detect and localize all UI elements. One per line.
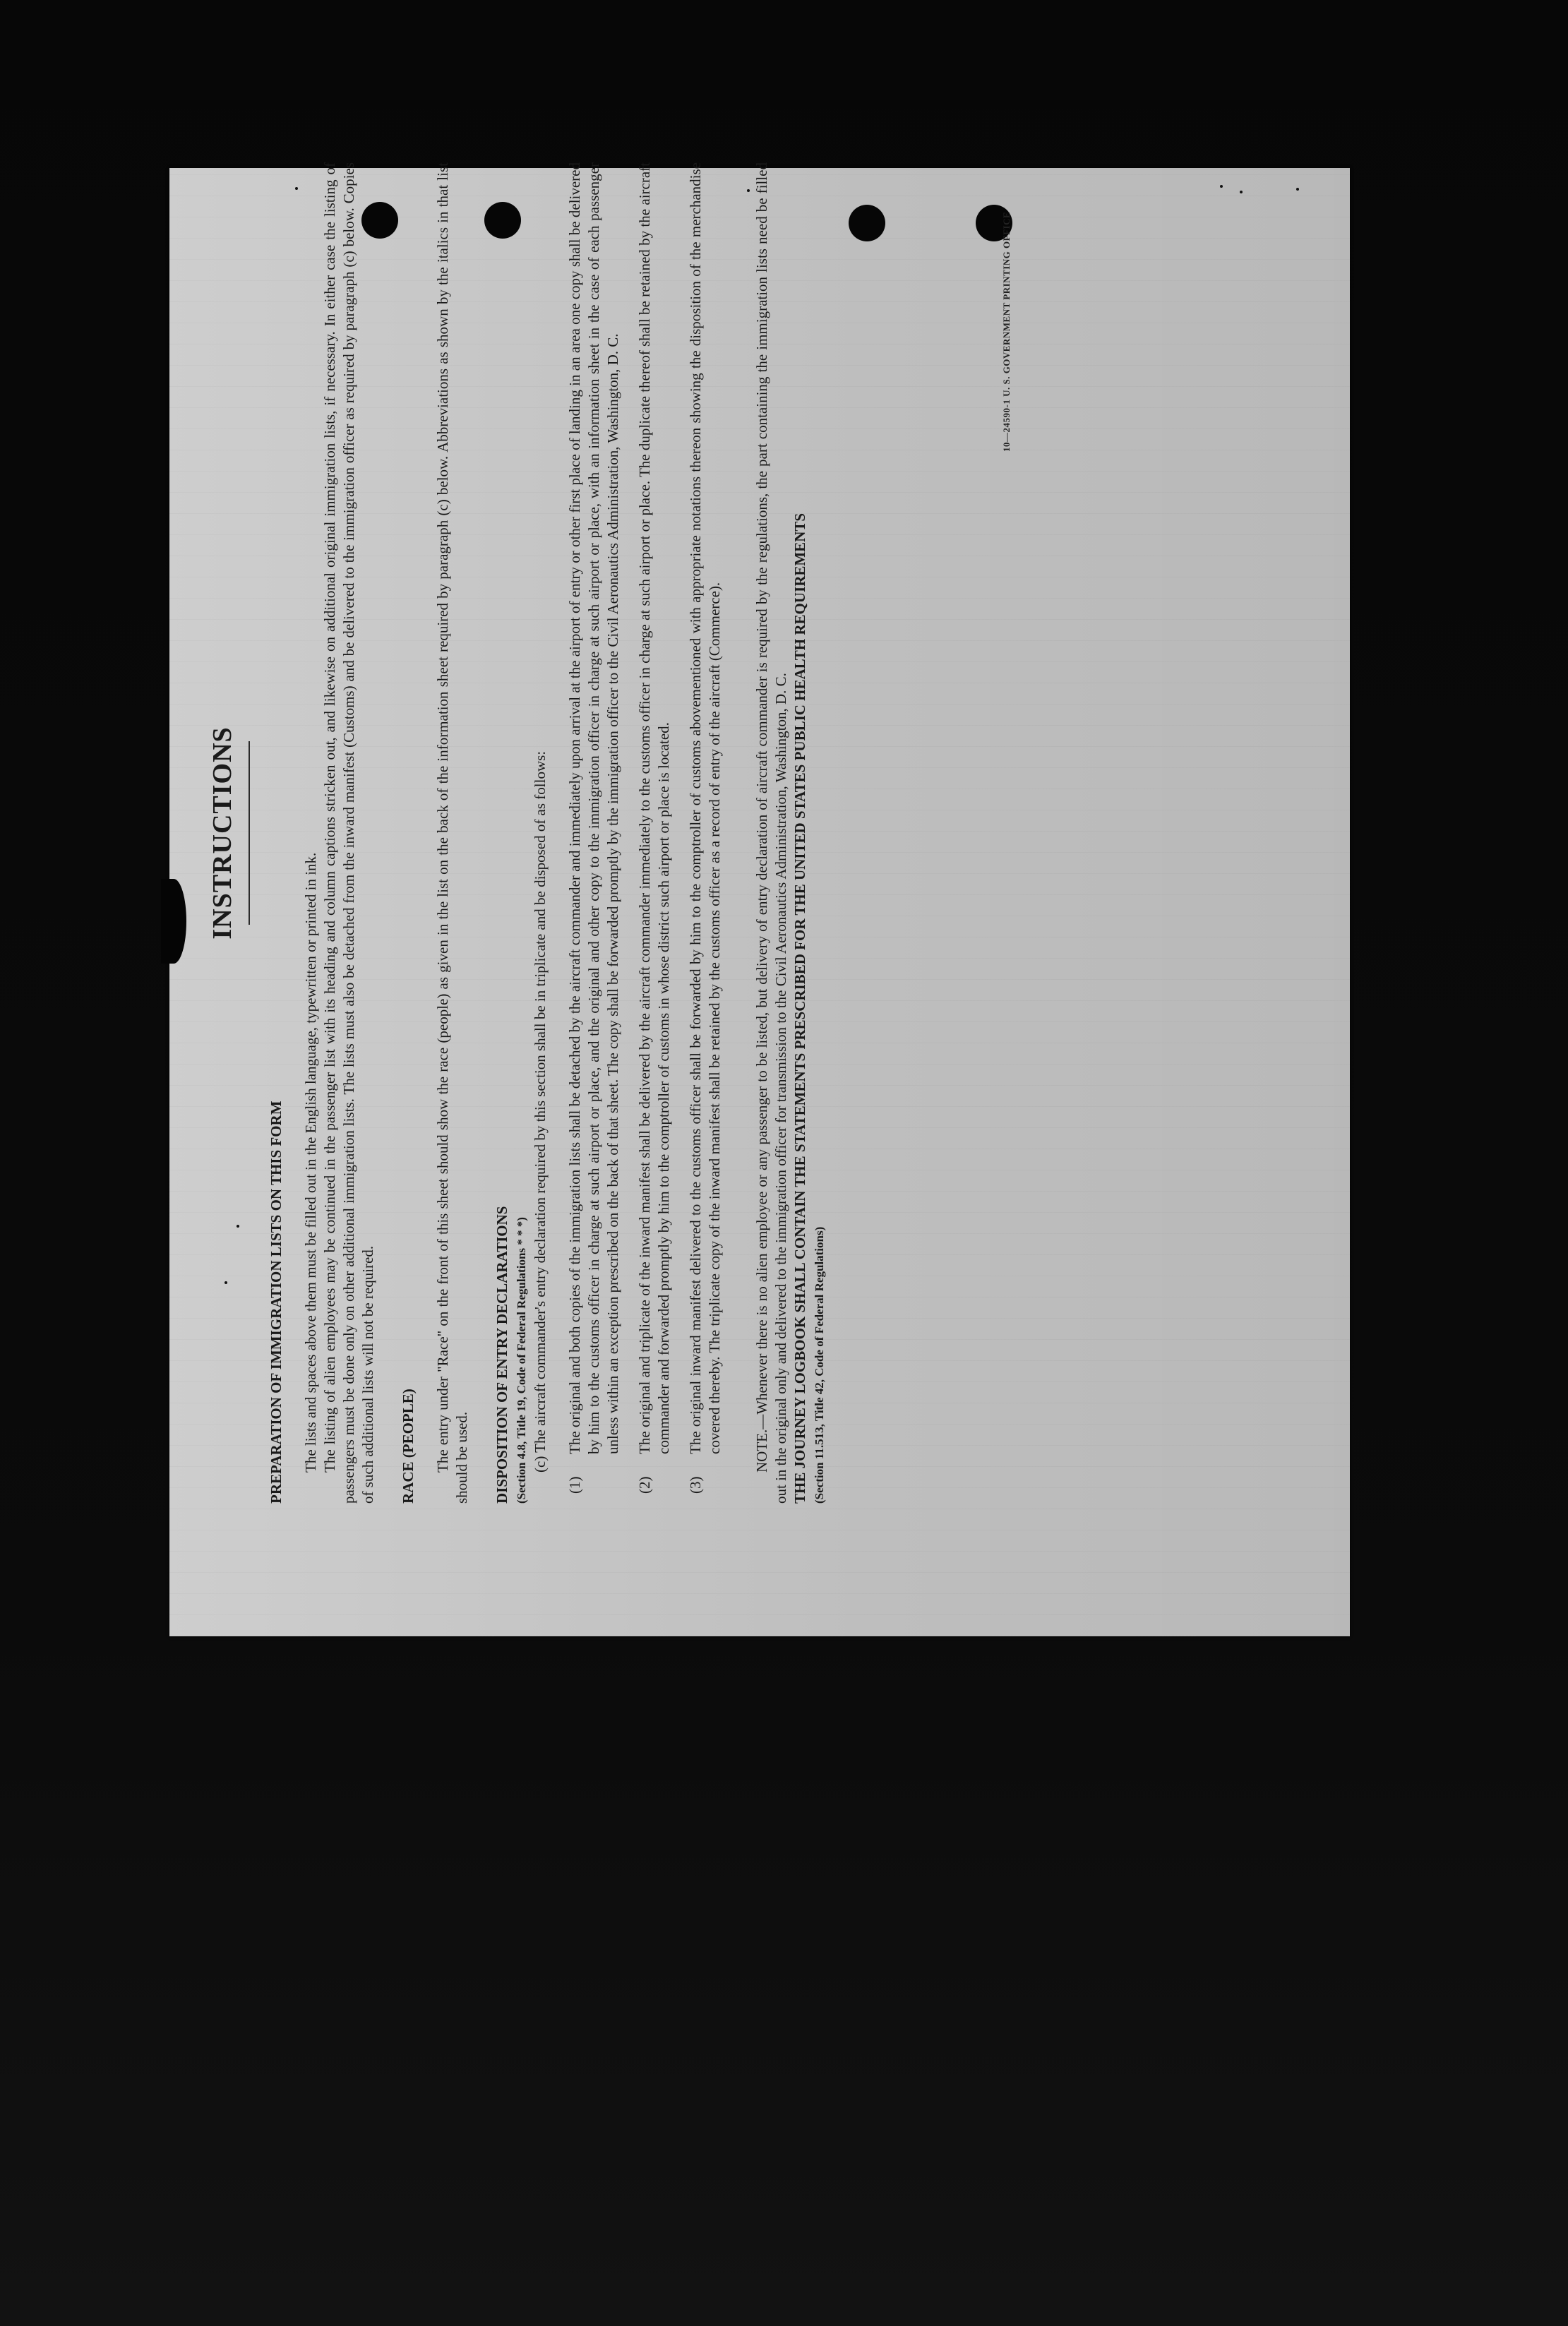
item-number: (1) [566,1476,583,1494]
item-text: The original and both copies of the immigration lists shall be detached by the aircraft commander and immediately upon arrival at the airport of entry or other first place of landing in an area one copy shall be delivered by him to the customs officer in charge at such airport or place, and the original and other copy to the immigration officer in charge at such airport or place, with an information sheet in the case of each passenger unless within an exception prescribed on the back of that sheet. The copy shall be forwarded promptly by the immigration officer to the Civil Aeronautics Administration, Washington, D. C. [566,162,621,1454]
instructions-text [206,162,1138,1504]
title-underline [249,741,250,925]
dust-speck [1220,185,1223,188]
race-heading: RACE (PEOPLE) [400,1389,417,1504]
disposition-citation: (Section 4.8, Title 19, Code of Federal Regulations * * *) [515,1217,528,1504]
disposition-heading: DISPOSITION OF ENTRY DECLARATIONS [493,1206,510,1504]
preparation-paragraph-1: The lists and spaces above them must be filled out in the English language, typewritten or printed in ink. [302,852,319,1473]
note-paragraph: NOTE.—Whenever there is no alien employee or any passenger to be listed, but delivery of entry declaration of aircraft commander is required by the regulations, the part containing the immigration lists need be filled out in the original only and delivered to the immigration officer for transmission to the Civil Aeronautics Administration, Washington, D. C. [753,162,789,1504]
item-text: The original and triplicate of the inward manifest shall be delivered by the aircraft commander immediately to the customs officer in charge at such airport or place. The duplicate thereof shall be retained by the aircraft commander and forwarded promptly by him to the comptroller of customs in whose district such airport or place is located. [636,162,672,1454]
printing-office-imprint: 10—24590-1 U. S. GOVERNMENT PRINTING OFFICE [1001,211,1012,452]
logbook-requirement: THE JOURNEY LOGBOOK SHALL CONTAIN THE STATEMENTS PRESCRIBED FOR THE UNITED STATES PUBLIC HEALTH REQUIREMENTS [791,512,808,1504]
disposition-intro: (c) The aircraft commander's entry declaration required by this section shall be in triplicate and be disposed of as follows: [532,750,549,1473]
item-text: The original inward manifest delivered to the customs officer shall be forwarded by him to the comptroller of customs abovementioned with appropriate notations thereon showing the disposition of the merchandise covered thereby. The triplicate copy of the inward manifest shall be retained by the customs officer as a record of entry of the aircraft (Commerce). [687,162,723,1454]
dust-speck [1240,191,1243,193]
disposition-item [635,162,674,1504]
torn-edge [161,879,186,964]
preparation-heading: PREPARATION OF IMMIGRATION LISTS ON THIS FORM [268,1101,285,1504]
preparation-paragraph-2: The listing of alien employees may be continued in the passenger list with its heading and column captions stricken out, and likewise on additional original immigration lists, if necessary. In either case the listing of passengers must be done only on other additional immigration lists. The lists must also be detached from the inward manifest (Customs) and be delivered to the immigration officer as required by paragraph (c) below. Copies of such additional lists will not be required. [321,162,376,1504]
disposition-item [565,162,623,1504]
race-paragraph: The entry under "Race" on the front of this sheet should show the race (people) as given in the list on the back of the information sheet required by paragraph (c) below. Abbreviations as shown by the italics in that list should be used. [434,162,470,1504]
disposition-item [686,162,724,1504]
item-number: (2) [636,1476,653,1494]
logbook-citation: (Section 11.513, Title 42, Code of Federal Regulations) [813,1226,826,1504]
page-title: INSTRUCTIONS [208,726,237,940]
item-number: (3) [687,1476,704,1494]
dust-speck [1296,188,1299,191]
